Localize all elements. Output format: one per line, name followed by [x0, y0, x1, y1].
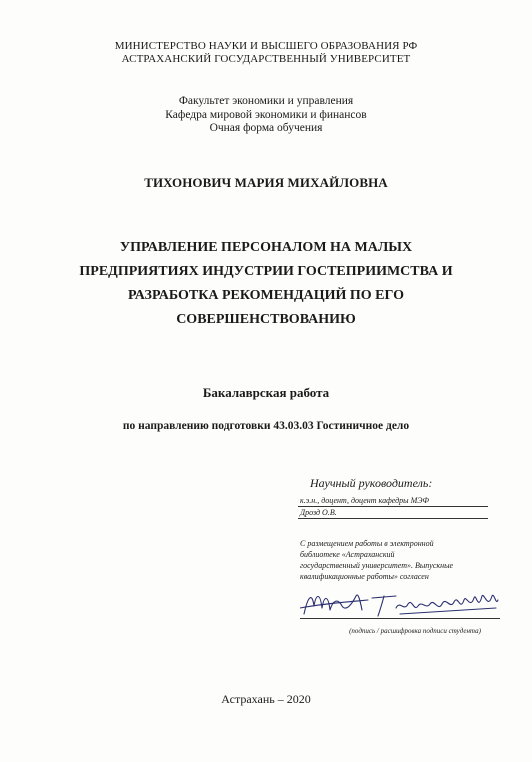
university-line: АСТРАХАНСКИЙ ГОСУДАРСТВЕННЫЙ УНИВЕРСИТЕТ: [121, 53, 411, 65]
consent-line: библиотеке «Астраханский: [300, 550, 395, 559]
supervisor-block: [298, 476, 488, 519]
department-line: Кафедра мировой экономики и финансов: [165, 108, 367, 121]
handwritten-signature: [300, 586, 500, 622]
signature-line: [300, 618, 500, 619]
consent-line: С размещением работы в электронной: [300, 539, 434, 548]
ministry-line: МИНИСТЕРСТВО НАУКИ И ВЫСШЕГО ОБРАЗОВАНИЯ РФ: [114, 40, 418, 52]
consent-line: квалификационные работы» согласен: [300, 572, 429, 581]
city-year: Астрахань – 2020: [221, 692, 311, 706]
ministry-header: [0, 40, 532, 66]
supervisor-name: Дрозд О.В.: [298, 507, 488, 519]
supervisor-heading: Научный руководитель:: [310, 476, 433, 490]
title-line: УПРАВЛЕНИЕ ПЕРСОНАЛОМ НА МАЛЫХ: [119, 240, 413, 255]
title-line: РАЗРАБОТКА РЕКОМЕНДАЦИЙ ПО ЕГО: [128, 288, 404, 303]
thesis-title: [0, 236, 532, 332]
signature-caption: (подпись / расшифровка подписи студента): [349, 627, 481, 635]
study-form-line: Очная форма обучения: [209, 122, 323, 134]
faculty-block: [0, 95, 532, 136]
study-direction: по направлению подготовки 43.03.03 Гостиничное дело: [122, 420, 410, 432]
title-line: ПРЕДПРИЯТИЯХ ИНДУСТРИИ ГОСТЕПРИИМСТВА И: [79, 264, 453, 279]
faculty-line: Факультет экономики и управления: [178, 95, 354, 107]
title-line: СОВЕРШЕНСТВОВАНИЮ: [176, 312, 356, 327]
consent-line: государственный университет». Выпускные: [300, 561, 454, 570]
author-name: ТИХОНОВИЧ МАРИЯ МИХАЙЛОВНА: [144, 175, 388, 190]
consent-block: [300, 538, 500, 582]
supervisor-position: к.э.н., доцент, доцент кафедры МЭФ: [298, 495, 488, 507]
work-type: Бакалаврская работа: [202, 385, 330, 400]
signature-area: [300, 586, 500, 622]
